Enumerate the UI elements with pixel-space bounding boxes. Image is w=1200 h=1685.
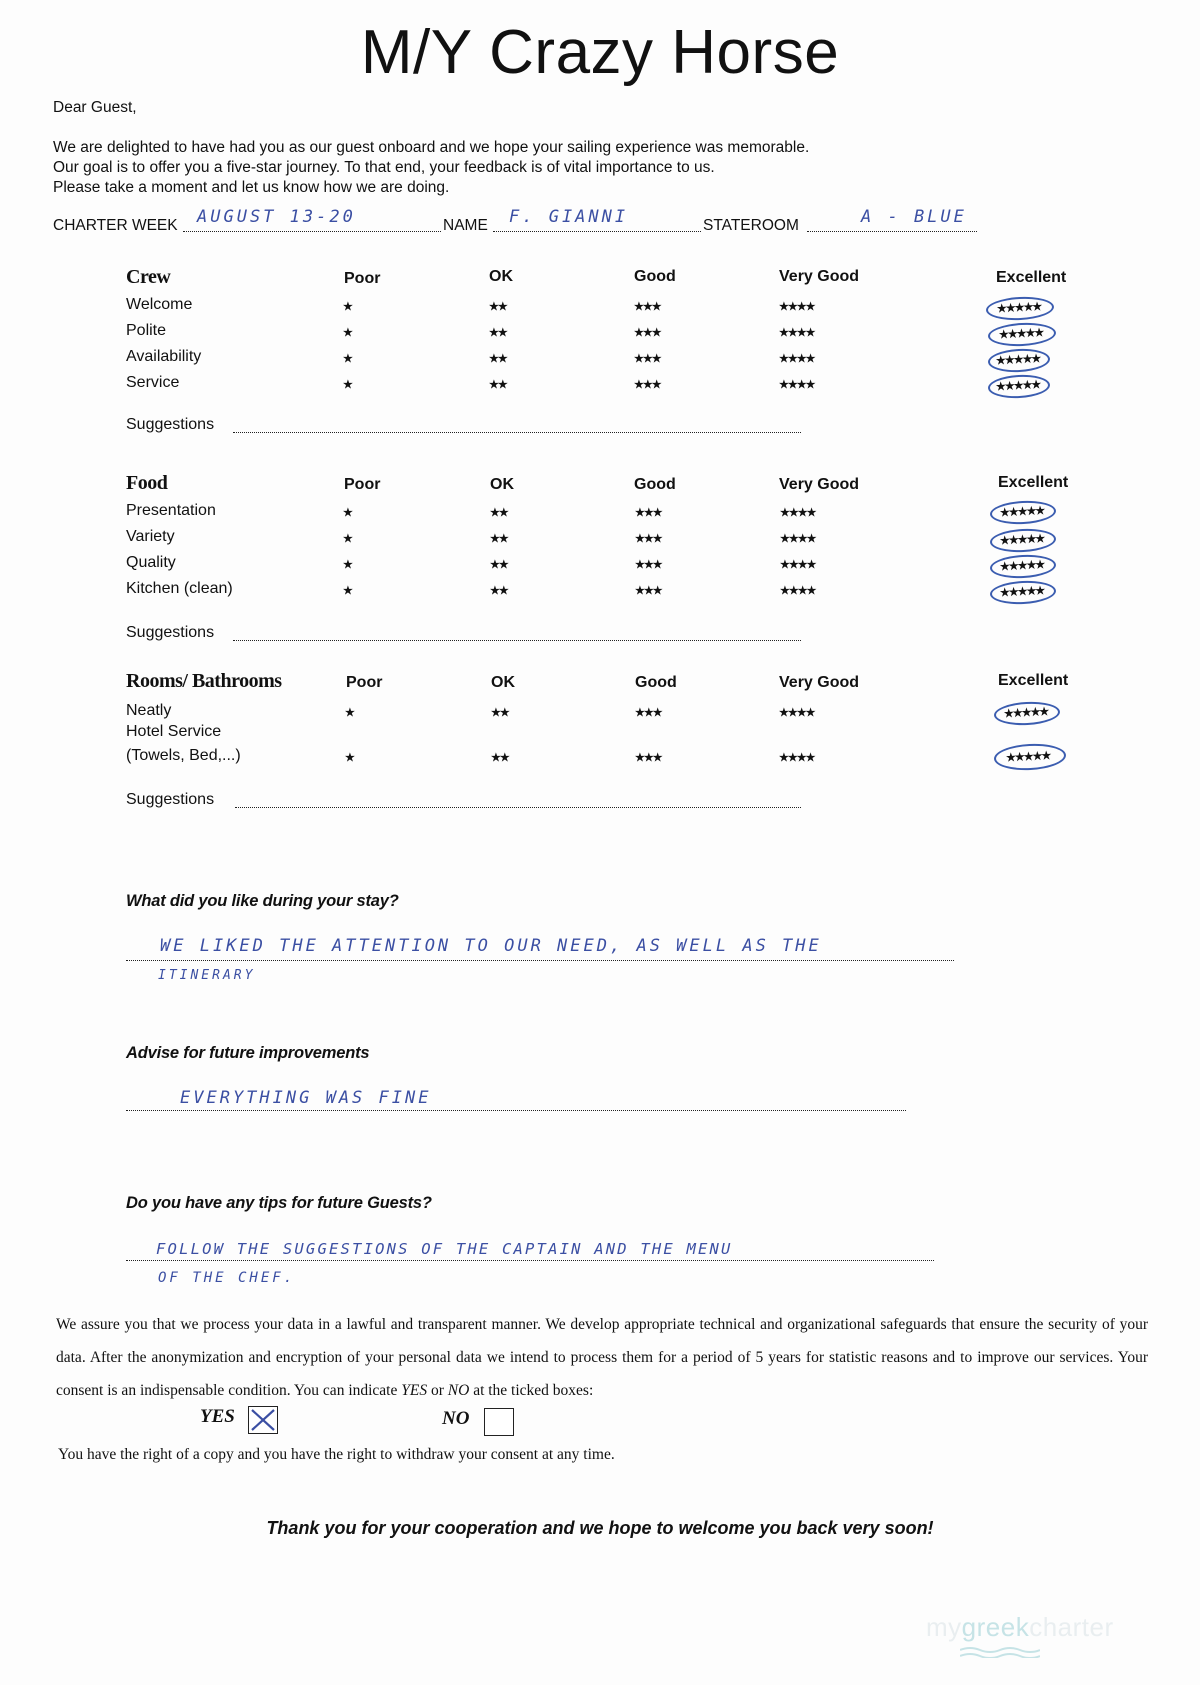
rating-ok[interactable]: ★★ bbox=[489, 379, 507, 391]
rating-good[interactable]: ★★★ bbox=[634, 379, 661, 391]
rating-excellent: ★★★★★ bbox=[995, 352, 1041, 368]
rating-very-good[interactable]: ★★★★ bbox=[780, 507, 816, 519]
name-field[interactable] bbox=[493, 207, 701, 232]
excellent-circle-mark[interactable] bbox=[989, 527, 1056, 553]
crew-item-availability: Availability bbox=[126, 348, 202, 365]
col-excellent: Excellent bbox=[998, 474, 1069, 491]
charter-week-label: CHARTER WEEK bbox=[53, 217, 178, 234]
rating-good[interactable]: ★★★ bbox=[635, 559, 662, 571]
answer-liked-line-1: WE LIKED THE ATTENTION TO OUR NEED, AS WELL AS THE bbox=[160, 936, 822, 956]
rating-ok[interactable]: ★★ bbox=[490, 533, 508, 545]
rating-ok[interactable]: ★★ bbox=[490, 559, 508, 571]
rating-very-good[interactable]: ★★★★ bbox=[779, 353, 815, 365]
watermark-part-3: charter bbox=[1029, 1612, 1114, 1642]
rating-excellent: ★★★★★ bbox=[998, 326, 1044, 342]
rating-ok[interactable]: ★★ bbox=[489, 327, 507, 339]
food-suggestions-field[interactable] bbox=[233, 624, 801, 641]
watermark-part-1: my bbox=[926, 1612, 962, 1642]
rating-very-good[interactable]: ★★★★ bbox=[779, 752, 815, 764]
col-poor: Poor bbox=[346, 674, 383, 691]
rating-very-good[interactable]: ★★★★ bbox=[779, 327, 815, 339]
answer-tips-line-2: OF THE CHEF. bbox=[158, 1270, 296, 1286]
rating-very-good[interactable]: ★★★★ bbox=[780, 559, 816, 571]
food-suggestions-label: Suggestions bbox=[126, 624, 215, 641]
name-label: NAME bbox=[443, 217, 488, 234]
excellent-circle-mark[interactable] bbox=[989, 553, 1056, 579]
question-tips: Do you have any tips for future Guests? bbox=[126, 1194, 432, 1212]
stateroom-field[interactable] bbox=[807, 207, 977, 232]
crew-item-service: Service bbox=[126, 374, 180, 391]
col-very-good: Very Good bbox=[779, 476, 860, 493]
salutation: Dear Guest, bbox=[53, 99, 137, 116]
rating-poor[interactable]: ★ bbox=[343, 301, 352, 313]
rating-poor[interactable]: ★ bbox=[345, 752, 354, 764]
rating-good[interactable]: ★★★ bbox=[634, 327, 661, 339]
rating-excellent: ★★★★★ bbox=[1005, 749, 1051, 765]
question-improvements: Advise for future improvements bbox=[126, 1044, 370, 1062]
rating-ok[interactable]: ★★ bbox=[490, 507, 508, 519]
rating-very-good[interactable]: ★★★★ bbox=[780, 533, 816, 545]
food-item-kitchen: Kitchen (clean) bbox=[126, 580, 233, 597]
rating-very-good[interactable]: ★★★★ bbox=[779, 707, 815, 719]
privacy-no-inline: NO bbox=[447, 1382, 470, 1399]
rating-ok[interactable]: ★★ bbox=[489, 353, 507, 365]
rating-poor[interactable]: ★ bbox=[345, 707, 354, 719]
rooms-title: Rooms/ Bathrooms bbox=[126, 670, 282, 692]
rating-very-good[interactable]: ★★★★ bbox=[779, 301, 815, 313]
rating-poor[interactable]: ★ bbox=[343, 507, 352, 519]
charter-week-value: AUGUST 13-20 bbox=[197, 207, 356, 227]
col-very-good: Very Good bbox=[779, 674, 860, 691]
excellent-circle-mark[interactable] bbox=[987, 321, 1056, 348]
food-item-variety: Variety bbox=[126, 528, 175, 545]
col-ok: OK bbox=[490, 476, 514, 493]
answer-liked-line-2: ITINERARY bbox=[158, 968, 256, 983]
col-good: Good bbox=[635, 674, 677, 691]
rating-excellent: ★★★★★ bbox=[995, 378, 1041, 394]
rating-ok[interactable]: ★★ bbox=[489, 301, 507, 313]
col-good: Good bbox=[634, 476, 676, 493]
answer-tips-field[interactable] bbox=[126, 1240, 934, 1261]
rating-ok[interactable]: ★★ bbox=[491, 707, 509, 719]
food-title: Food bbox=[126, 472, 168, 494]
col-ok: OK bbox=[489, 268, 513, 285]
excellent-circle-mark[interactable] bbox=[987, 347, 1050, 373]
charter-week-field[interactable] bbox=[183, 207, 441, 232]
stateroom-value: A - BLUE bbox=[861, 207, 967, 227]
rating-poor[interactable]: ★ bbox=[343, 379, 352, 391]
col-excellent: Excellent bbox=[996, 269, 1067, 286]
answer-improvements-field[interactable] bbox=[126, 1090, 906, 1111]
excellent-circle-mark[interactable] bbox=[987, 373, 1050, 399]
consent-no-label: NO bbox=[442, 1408, 470, 1429]
wave-icon bbox=[960, 1646, 1040, 1658]
rating-excellent: ★★★★★ bbox=[999, 532, 1045, 548]
answer-tips-line-1: FOLLOW THE SUGGESTIONS OF THE CAPTAIN AND THE MENU bbox=[156, 1240, 733, 1258]
charter-fields bbox=[53, 203, 967, 234]
food-section bbox=[0, 466, 1200, 646]
intro-line-3: Please take a moment and let us know how we are doing. bbox=[53, 179, 450, 196]
intro-line-1: We are delighted to have had you as our guest onboard and we hope your sailing experience was memorable. bbox=[53, 139, 810, 156]
rooms-item-neatly: Neatly bbox=[126, 702, 172, 719]
crew-title: Crew bbox=[126, 266, 171, 288]
rating-excellent: ★★★★★ bbox=[999, 504, 1045, 520]
food-item-presentation: Presentation bbox=[126, 502, 216, 519]
rating-good[interactable]: ★★★ bbox=[634, 353, 661, 365]
watermark-logo bbox=[926, 1612, 1114, 1643]
col-poor: Poor bbox=[344, 476, 381, 493]
rating-good[interactable]: ★★★ bbox=[635, 533, 662, 545]
consent-no-checkbox[interactable] bbox=[484, 1408, 514, 1436]
question-liked: What did you like during your stay? bbox=[126, 892, 399, 910]
rating-poor[interactable]: ★ bbox=[343, 353, 352, 365]
consent-yes-label: YES bbox=[200, 1406, 235, 1427]
rating-good[interactable]: ★★★ bbox=[635, 585, 662, 597]
crew-item-polite: Polite bbox=[126, 322, 167, 339]
rating-excellent: ★★★★★ bbox=[999, 584, 1045, 600]
intro-line-2: Our goal is to offer you a five-star journey. To that end, your feedback is of vital importance to us. bbox=[53, 159, 715, 176]
rating-poor[interactable]: ★ bbox=[343, 533, 352, 545]
excellent-circle-mark[interactable] bbox=[993, 700, 1060, 726]
rooms-suggestions-field[interactable] bbox=[235, 791, 801, 808]
crew-section bbox=[0, 260, 1200, 440]
rating-excellent: ★★★★★ bbox=[1003, 705, 1049, 721]
rooms-section bbox=[0, 666, 1200, 826]
crew-suggestions-label: Suggestions bbox=[126, 416, 215, 433]
crew-suggestions-field[interactable] bbox=[233, 416, 801, 433]
excellent-circle-mark[interactable] bbox=[993, 742, 1066, 772]
rating-very-good[interactable]: ★★★★ bbox=[779, 379, 815, 391]
rating-ok[interactable]: ★★ bbox=[491, 752, 509, 764]
answer-improvements-line-1: EVERYTHING WAS FINE bbox=[180, 1088, 432, 1108]
rights-statement: You have the right of a copy and you have the right to withdraw your consent at any time. bbox=[58, 1446, 615, 1463]
rating-very-good[interactable]: ★★★★ bbox=[780, 585, 816, 597]
name-value: F. GIANNI bbox=[509, 207, 629, 227]
rating-good[interactable]: ★★★ bbox=[634, 301, 661, 313]
rating-poor[interactable]: ★ bbox=[343, 327, 352, 339]
rating-ok[interactable]: ★★ bbox=[490, 585, 508, 597]
privacy-yes-inline: YES bbox=[401, 1382, 428, 1399]
document-title: M/Y Crazy Horse bbox=[360, 18, 840, 87]
privacy-text-2: at the ticked boxes: bbox=[469, 1382, 594, 1399]
rating-poor[interactable]: ★ bbox=[343, 585, 352, 597]
excellent-circle-mark[interactable] bbox=[989, 579, 1056, 605]
thank-you-message: Thank you for your cooperation and we hope to welcome you back very soon! bbox=[266, 1518, 934, 1538]
privacy-statement bbox=[56, 1308, 1148, 1407]
privacy-or: or bbox=[427, 1382, 448, 1399]
check-x-icon bbox=[249, 1407, 277, 1433]
consent-yes-checkbox[interactable] bbox=[248, 1406, 278, 1434]
rating-poor[interactable]: ★ bbox=[343, 559, 352, 571]
food-item-quality: Quality bbox=[126, 554, 176, 571]
col-poor: Poor bbox=[344, 270, 381, 287]
rating-good[interactable]: ★★★ bbox=[635, 707, 662, 719]
rooms-suggestions-label: Suggestions bbox=[126, 791, 215, 808]
rating-good[interactable]: ★★★ bbox=[635, 752, 662, 764]
stateroom-label: STATEROOM bbox=[703, 217, 799, 234]
rating-good[interactable]: ★★★ bbox=[635, 507, 662, 519]
answer-liked-field[interactable] bbox=[126, 936, 954, 961]
excellent-circle-mark[interactable] bbox=[985, 295, 1054, 322]
col-ok: OK bbox=[491, 674, 515, 691]
excellent-circle-mark[interactable] bbox=[989, 499, 1056, 525]
privacy-text-1: We assure you that we process your data in a lawful and transparent manner. We develop appropriate technical and organizational safeguards that ensure the security of your data. After the anonymization and encryption of your personal data we intend to process them for a period of 5 years for statistic reasons and to improve our services. Your consent is an indispensable condition. You can indicate bbox=[56, 1316, 1148, 1399]
rating-excellent: ★★★★★ bbox=[996, 300, 1042, 316]
col-good: Good bbox=[634, 268, 676, 285]
col-excellent: Excellent bbox=[998, 672, 1069, 689]
rooms-item-hotel-service: Hotel Service bbox=[126, 723, 222, 740]
rating-excellent: ★★★★★ bbox=[999, 558, 1045, 574]
crew-item-welcome: Welcome bbox=[126, 296, 193, 313]
rooms-item-towels: (Towels, Bed,...) bbox=[126, 747, 241, 764]
watermark-part-2: greek bbox=[961, 1612, 1030, 1642]
col-very-good: Very Good bbox=[779, 268, 860, 285]
